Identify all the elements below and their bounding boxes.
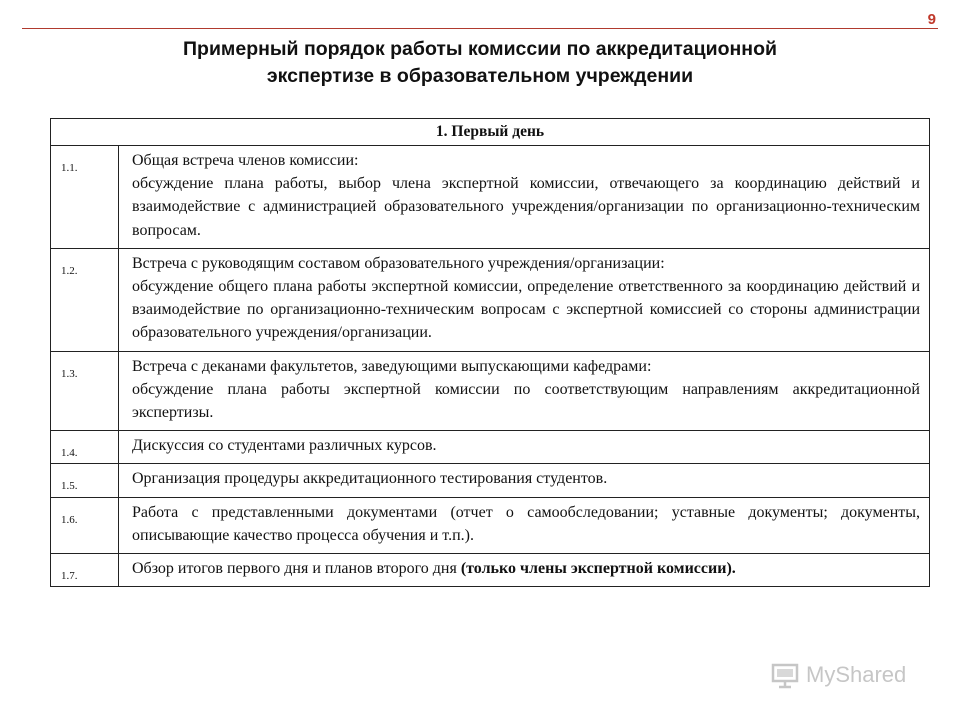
item-number: 1.6. <box>51 497 119 553</box>
item-number: 1.7. <box>51 554 119 587</box>
section-heading-row <box>51 119 930 146</box>
item-text <box>119 464 930 497</box>
item-number: 1.2. <box>51 248 119 351</box>
presentation-icon <box>770 660 800 690</box>
item-lead: Организация процедуры аккредитационного тестирования студентов. <box>132 470 608 488</box>
item-text <box>119 554 930 587</box>
item-description: обсуждение плана работы, выбор члена экспертной комиссии, отвечающего за координацию действий и взаимодействие с администрацией образовательного учреждения/организации по организационно-техническим вопросам. <box>132 175 920 239</box>
top-divider <box>22 28 938 29</box>
item-number: 1.4. <box>51 431 119 464</box>
item-text <box>119 431 930 464</box>
page-title <box>60 36 900 90</box>
item-number: 1.5. <box>51 464 119 497</box>
agenda-table <box>50 118 930 587</box>
table-row <box>51 464 930 497</box>
title-line-2: экспертизе в образовательном учреждении <box>266 65 694 87</box>
item-lead: Встреча с деканами факультетов, заведующими выпускающими кафедрами: <box>132 357 652 375</box>
item-text <box>119 146 930 249</box>
watermark-text: MyShared <box>806 662 907 687</box>
watermark <box>770 660 906 690</box>
table-row <box>51 497 930 553</box>
item-number: 1.3. <box>51 351 119 431</box>
table-row <box>51 351 930 431</box>
item-description: обсуждение общего плана работы экспертной комиссии, определение ответственного за координацию действий и взаимодействие по организационно-техническим вопросам с экспертной комиссией со стороны администрации образовательного учреждения/организации. <box>132 278 920 342</box>
section-heading: 1. Первый день <box>51 119 930 146</box>
item-text <box>119 351 930 431</box>
item-text <box>119 497 930 553</box>
table-row <box>51 554 930 587</box>
item-description: Обзор итогов первого дня и планов второго дня <box>132 560 461 578</box>
item-note-bold: (только члены экспертной комиссии). <box>460 560 736 578</box>
title-line-1: Примерный порядок работы комиссии по аккредитационной <box>183 38 777 60</box>
item-description: Работа с представленными документами (отчет о самообследовании; уставные документы; документы, описывающие качество процесса обучения и т.п.). <box>132 503 920 544</box>
page-number: 9 <box>927 11 936 28</box>
table-row <box>51 146 930 249</box>
item-lead: Общая встреча членов комиссии: <box>132 152 359 169</box>
item-lead: Встреча с руководящим составом образовательного учреждения/организации: <box>132 254 665 272</box>
table-row <box>51 248 930 351</box>
table-row <box>51 431 930 464</box>
item-number: 1.1. <box>51 146 119 249</box>
item-description: обсуждение плана работы экспертной комиссии по соответствующим направлениям аккредитационной экспертизы. <box>132 380 920 422</box>
item-lead: Дискуссия со студентами различных курсов. <box>132 437 437 455</box>
item-text <box>119 248 930 351</box>
